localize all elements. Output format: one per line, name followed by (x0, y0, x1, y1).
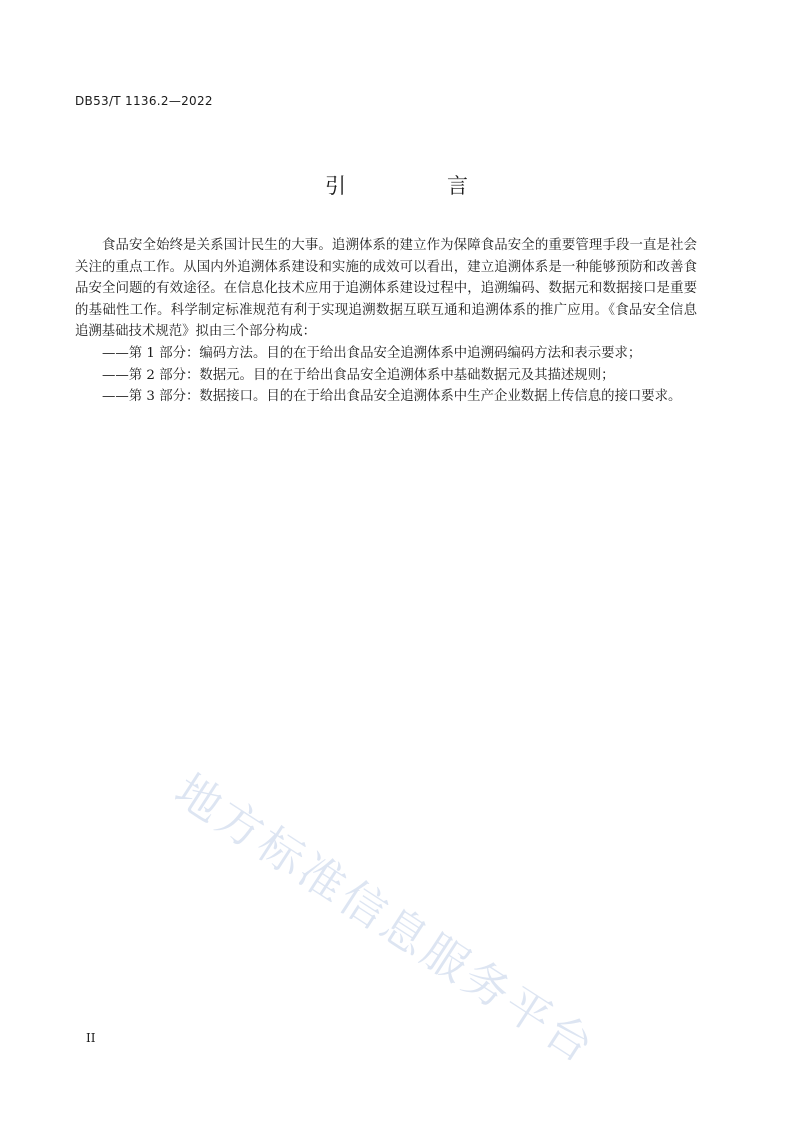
part-2-item: ——第 2 部分：数据元。目的在于给出食品安全追溯体系中基础数据元及其描述规则； (102, 367, 615, 383)
part-1-item: ——第 1 部分：编码方法。目的在于给出食品安全追溯体系中追溯码编码方法和表示要求； (102, 345, 642, 361)
intro-paragraph: 食品安全始终是关系国计民生的大事。追溯体系的建立作为保障食品安全的重要管理手段一直是社会关注的重点工作。从国内外追溯体系建设和实施的成效可以看出，建立追溯体系是一种能够预防和改善食品安全问题的有效途径。在信息化技术应用于追溯体系建设过程中，追溯编码、数据元和数据接口是重要的基础性工作。科学制定标准规范有利于实现追溯数据互联互通和追溯体系的推广应用。《食品安全信息追溯基础技术规范》拟由三个部分构成： (75, 238, 697, 340)
standard-code: DB53/T 1136.2—2022 (75, 94, 213, 108)
watermark: 地方标准信息服务平台 (165, 763, 606, 1075)
part-3-item: ——第 3 部分：数据接口。目的在于给出食品安全追溯体系中生产企业数据上传信息的接口要求。 (102, 389, 682, 405)
page-title: 引 言 (325, 174, 508, 198)
page-number: II (86, 1031, 96, 1045)
introduction-body (75, 235, 697, 408)
